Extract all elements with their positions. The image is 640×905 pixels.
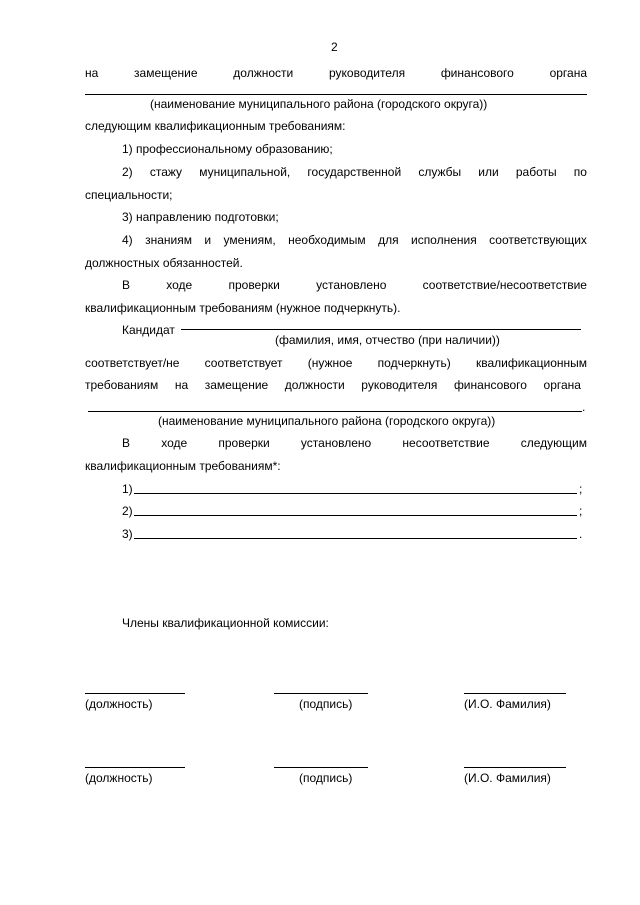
appointment-line — [85, 66, 587, 80]
page-number: 2 — [331, 40, 338, 54]
item-knowledge-cont: должностных обязанностей. — [85, 256, 243, 270]
conforms-line — [85, 356, 587, 370]
word: знаниям — [145, 233, 192, 247]
word: стажу — [149, 165, 183, 179]
position-caption: (должность) — [85, 697, 153, 711]
word: замещение — [204, 378, 269, 392]
candidate-label: Кандидат — [122, 323, 175, 337]
commission-members-label: Члены квалификационной комиссии: — [122, 616, 329, 630]
name-line — [464, 693, 566, 694]
nonconformity-3-num: 3) — [122, 527, 133, 541]
check-result-cont: квалификационным требованиям (нужное подчеркнуть). — [85, 301, 401, 315]
check-result-line — [122, 278, 587, 292]
word: соответствующих — [489, 233, 587, 247]
word: квалификационным — [475, 356, 587, 370]
item-training-direction: 3) направлению подготовки; — [122, 210, 279, 224]
nonconformity-2-end: ; — [579, 504, 583, 518]
word: соответствие/несоответствие — [422, 278, 587, 292]
word: государственной — [307, 165, 402, 179]
word: умениям, — [223, 233, 276, 247]
word: финансового — [453, 378, 527, 392]
district-blank-line-2 — [88, 411, 582, 412]
word: исполнения — [410, 233, 477, 247]
district-caption-2: (наименование муниципального района (городского округа)) — [158, 414, 496, 428]
district-blank-line — [85, 94, 587, 95]
word: работы — [515, 165, 557, 179]
word: несоответствие — [402, 436, 490, 450]
word: соответствует — [204, 356, 283, 370]
word: требованиям — [85, 378, 159, 392]
item-education: 1) профессиональному образованию; — [122, 142, 333, 156]
nonconformity-3-line — [134, 538, 577, 539]
word: финансового — [440, 66, 514, 80]
name-line — [464, 767, 566, 768]
requirements-position-line — [85, 378, 581, 392]
word: руководителя — [361, 378, 438, 392]
word: проверки — [218, 436, 270, 450]
position-line — [85, 767, 185, 768]
word: муниципальной, — [199, 165, 291, 179]
word: на — [174, 378, 189, 392]
nonconformity-1-num: 1) — [122, 482, 133, 496]
signature-line — [274, 693, 368, 694]
word: подчеркнуть) — [377, 356, 451, 370]
item-experience-cont: специальности; — [85, 188, 173, 202]
candidate-name-line — [181, 329, 581, 330]
word: службы — [418, 165, 462, 179]
item-knowledge — [122, 233, 587, 247]
word: органа — [543, 378, 581, 392]
name-caption: (И.О. Фамилия) — [464, 697, 551, 711]
word: по — [573, 165, 587, 179]
word: на — [85, 66, 99, 80]
word: или — [478, 165, 499, 179]
position-line — [85, 693, 185, 694]
word: руководителя — [328, 66, 406, 80]
nonconformity-2-num: 2) — [122, 504, 133, 518]
signature-caption: (подпись) — [299, 771, 353, 785]
nonconformity-2-line — [134, 515, 577, 516]
word: должности — [233, 66, 294, 80]
word: замещение — [134, 66, 198, 80]
nonconformity-cont: квалификационным требованиям*: — [85, 459, 281, 473]
word: установлено — [316, 278, 387, 292]
candidate-caption: (фамилия, имя, отчество (при наличии)) — [275, 333, 500, 347]
word: должности — [284, 378, 345, 392]
word: (нужное — [307, 356, 353, 370]
word: следующим — [520, 436, 587, 450]
nonconformity-1-end: ; — [579, 482, 583, 496]
word: 2) — [122, 165, 133, 179]
signature-line — [274, 767, 368, 768]
signature-caption: (подпись) — [299, 697, 353, 711]
word: В — [122, 436, 131, 450]
name-caption: (И.О. Фамилия) — [464, 771, 551, 785]
word: проверки — [228, 278, 280, 292]
word: для — [378, 233, 399, 247]
district-caption: (наименование муниципального района (городского округа)) — [150, 97, 488, 111]
item-experience — [122, 165, 587, 179]
district-line-end: . — [582, 400, 586, 414]
nonconformity-line — [122, 436, 587, 450]
word: необходимым — [288, 233, 366, 247]
word: В — [122, 278, 131, 292]
word: 4) — [122, 233, 133, 247]
word: и — [204, 233, 212, 247]
requirements-intro: следующим квалификационным требованиям: — [85, 119, 346, 133]
word: ходе — [166, 278, 193, 292]
nonconformity-1-line — [134, 493, 577, 494]
nonconformity-3-end: . — [579, 527, 583, 541]
word: органа — [549, 66, 587, 80]
word: ходе — [161, 436, 188, 450]
word: установлено — [300, 436, 372, 450]
position-caption: (должность) — [85, 771, 153, 785]
word: соответствует/не — [85, 356, 180, 370]
